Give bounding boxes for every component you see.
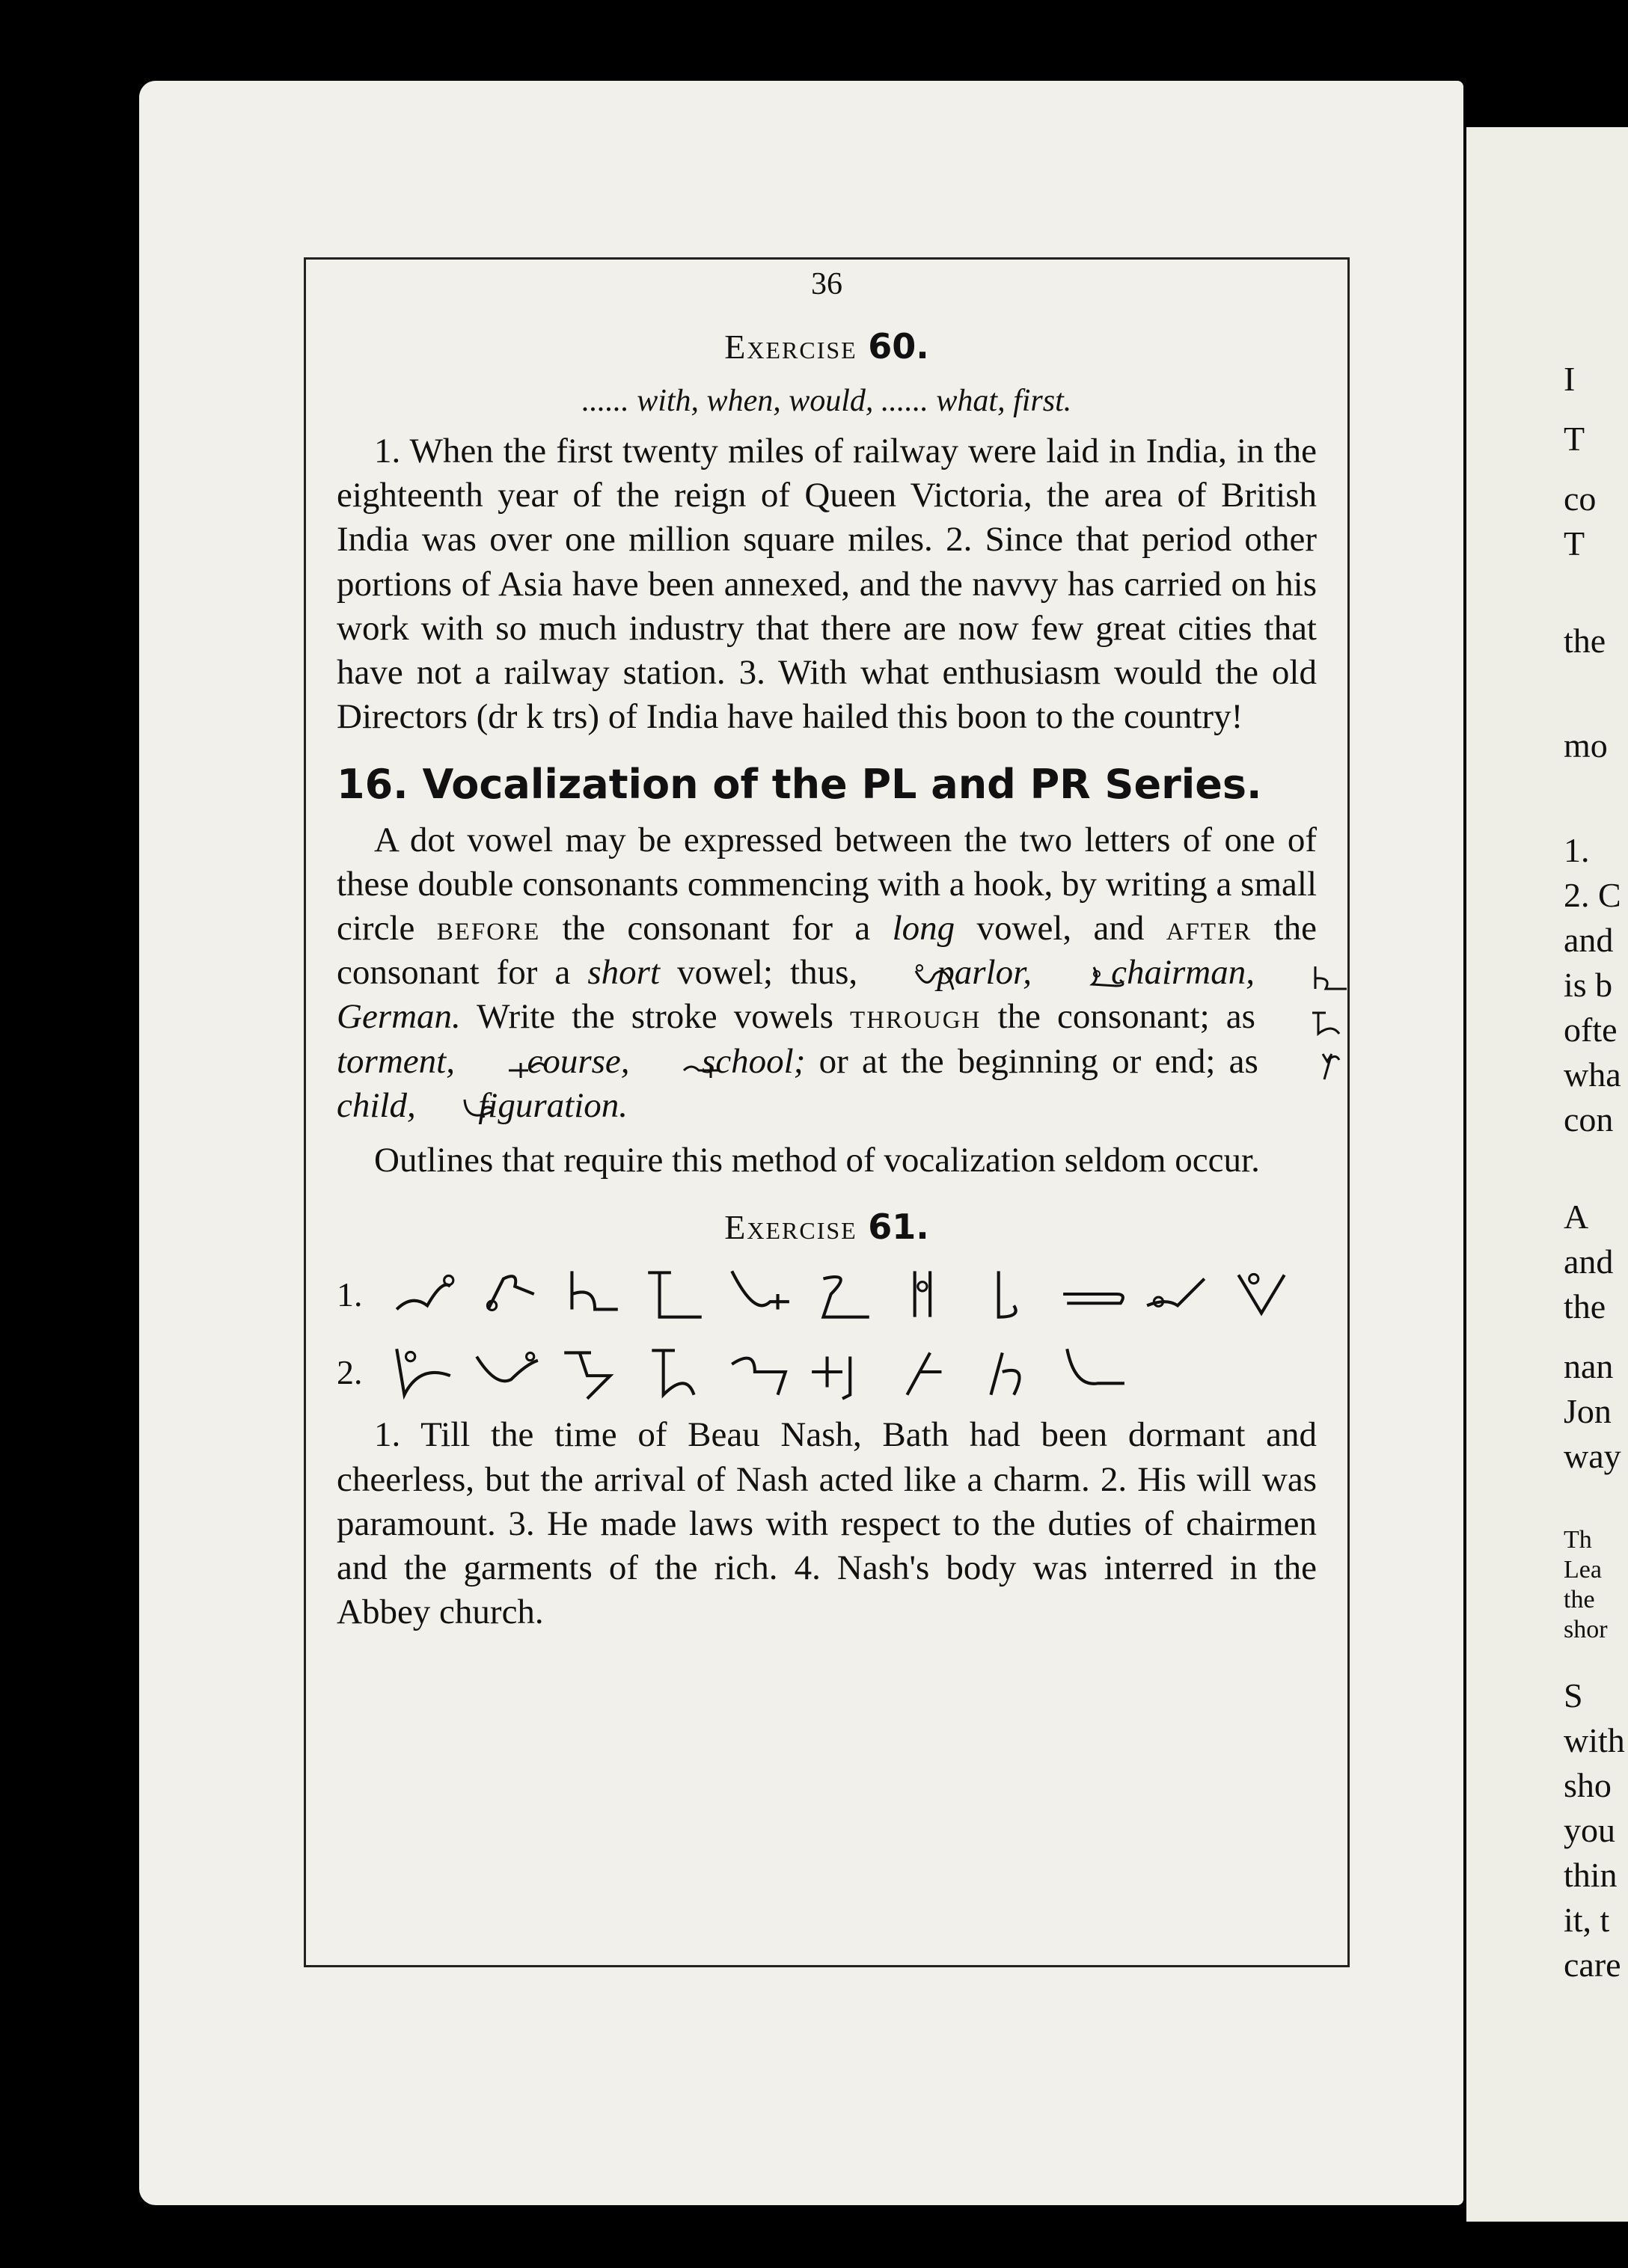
right-page-fragment: A bbox=[1564, 1198, 1589, 1236]
exercise-number: 61. bbox=[868, 1207, 929, 1248]
exercise-number: 60. bbox=[868, 326, 929, 367]
shorthand-outline-icon bbox=[1143, 1263, 1212, 1325]
section-16-paragraph bbox=[337, 818, 1317, 1129]
text-run: vowel, and bbox=[955, 908, 1166, 948]
text-run: A dot vowel may be expressed between the two letters of one of these double consonants commencing with a hook, by writing a small circle bbox=[337, 820, 1317, 948]
shorthand-outline-icon bbox=[640, 1341, 709, 1403]
shorthand-row-1 bbox=[337, 1263, 1317, 1325]
exercise-60-vocab: ...... with, when, would, ...... what, first. bbox=[581, 384, 1072, 418]
shorthand-outline-icon bbox=[724, 1263, 793, 1325]
page-content bbox=[304, 257, 1350, 1967]
shorthand-outline-icon bbox=[808, 1341, 877, 1403]
text-run: the consonant for a bbox=[337, 908, 1317, 993]
right-page-fragment: and bbox=[1564, 921, 1614, 959]
shorthand-row-2 bbox=[337, 1341, 1317, 1403]
shorthand-outline-icon bbox=[389, 1263, 458, 1325]
right-page-fragment: T bbox=[1564, 420, 1585, 458]
right-page-fragment: ofte bbox=[1564, 1011, 1618, 1049]
right-page-fragment: nan bbox=[1564, 1347, 1614, 1385]
right-page-fragment: shor bbox=[1564, 1616, 1608, 1643]
right-page-fragment: mo bbox=[1564, 726, 1608, 764]
exercise-61-text: 1. Till the time of Beau Nash, Bath had been dormant and cheerless, but the arrival of Nash acted like a charm. 2. His will was paramount. 3. He made laws with respect to the duties of chairmen and the garments of the rich. 4. Nash's body was interred in the Abbey church. bbox=[337, 1415, 1317, 1632]
right-page-fragment: the bbox=[1564, 1287, 1606, 1325]
shorthand-outline-icon bbox=[473, 1263, 542, 1325]
shorthand-outline-icon bbox=[1227, 1263, 1296, 1325]
right-page-fragment: con bbox=[1564, 1100, 1614, 1138]
example-word: chairman, bbox=[1111, 953, 1255, 993]
example-word: German. bbox=[337, 997, 461, 1037]
exercise-60-text: 1. When the first twenty miles of railway were laid in India, in the eighteenth year of the reign of Queen Victoria, the area of British India was over one million square miles. 2. Since that period other portions of Asia have been annexed, and the navvy has carried on his work with so much industry that there are now few great cities that have not a railway station. 3. With what enthusiasm would the old Directors (dr k trs) of India have hailed this boon to the country! bbox=[337, 432, 1317, 737]
shorthand-outline-icon bbox=[1059, 1263, 1128, 1325]
row-label: 2. bbox=[337, 1352, 363, 1391]
shorthand-outline-icon bbox=[1272, 1049, 1317, 1079]
example-word: parlor, bbox=[937, 953, 1032, 993]
small-caps-before: before bbox=[436, 908, 541, 948]
example-word: course, bbox=[527, 1041, 630, 1081]
shorthand-outline-icon bbox=[424, 1094, 469, 1124]
example-word: torment, bbox=[337, 1041, 455, 1081]
right-page-fragment: Lea bbox=[1564, 1556, 1602, 1584]
small-caps-through: through bbox=[850, 997, 982, 1037]
text-run: the consonant for a bbox=[540, 908, 893, 948]
right-page-fragment: sho bbox=[1564, 1766, 1612, 1804]
page-number: 36 bbox=[811, 267, 842, 301]
right-page-fragment: co bbox=[1564, 479, 1597, 518]
shorthand-outline-icon bbox=[976, 1263, 1044, 1325]
exercise-60-title bbox=[337, 326, 1317, 367]
right-page-fragment: I bbox=[1564, 360, 1576, 398]
right-page-fragment: and bbox=[1564, 1242, 1614, 1281]
shorthand-outline-icon bbox=[875, 960, 919, 990]
shorthand-glyphs-1 bbox=[389, 1263, 1296, 1325]
shorthand-outline-icon bbox=[976, 1341, 1044, 1403]
section-16-title: 16. Vocalization of the PL and PR Series. bbox=[337, 760, 1262, 808]
shorthand-outline-icon bbox=[892, 1341, 961, 1403]
shorthand-glyphs-2 bbox=[389, 1341, 1128, 1403]
section-16-note: Outlines that require this method of vocalization seldom occur. bbox=[374, 1141, 1260, 1180]
shorthand-outline-icon bbox=[643, 1049, 688, 1079]
right-page-fragment: care bbox=[1564, 1946, 1621, 1984]
right-page-fragment: thin bbox=[1564, 1856, 1618, 1894]
shorthand-outline-icon bbox=[640, 1263, 709, 1325]
right-page-fragment: way bbox=[1564, 1437, 1621, 1475]
shorthand-outline-icon bbox=[468, 1049, 513, 1079]
small-caps-after: after bbox=[1166, 908, 1252, 948]
shorthand-outline-icon bbox=[724, 1341, 793, 1403]
right-page-fragment: 1. bbox=[1564, 831, 1590, 869]
shorthand-outline-icon bbox=[1272, 960, 1317, 990]
right-page-fragment: the bbox=[1564, 622, 1606, 660]
right-page-fragment: Jon bbox=[1564, 1392, 1612, 1430]
shorthand-outline-icon bbox=[1059, 1341, 1128, 1403]
row-label: 1. bbox=[337, 1275, 363, 1314]
text-run: vowel; thus, bbox=[660, 953, 875, 993]
exercise-word: Exercise bbox=[724, 328, 857, 366]
right-page-fragment: Th bbox=[1564, 1526, 1592, 1554]
right-page-fragment: S bbox=[1564, 1676, 1583, 1714]
example-word: figuration. bbox=[478, 1085, 628, 1125]
right-page-fragment: is b bbox=[1564, 966, 1613, 1004]
text-run: the consonant; as bbox=[981, 997, 1273, 1037]
shorthand-outline-icon bbox=[808, 1263, 877, 1325]
text-run: Write the stroke vowels bbox=[477, 997, 851, 1037]
example-word: school; bbox=[702, 1041, 806, 1081]
text-run: or at the beginning or end; as bbox=[818, 1041, 1273, 1081]
right-page-fragment: wha bbox=[1564, 1055, 1621, 1094]
shorthand-outline-icon bbox=[1049, 960, 1094, 990]
right-page-fragment: the bbox=[1564, 1586, 1595, 1613]
example-word: child, bbox=[337, 1085, 416, 1125]
exercise-61-title bbox=[337, 1207, 1317, 1247]
right-page-fragment: it, t bbox=[1564, 1901, 1610, 1939]
shorthand-outline-icon bbox=[473, 1341, 542, 1403]
right-page-fragment: you bbox=[1564, 1811, 1615, 1849]
italic-short: short bbox=[587, 953, 661, 993]
shorthand-outline-icon bbox=[1272, 1005, 1317, 1035]
shorthand-outline-icon bbox=[557, 1341, 625, 1403]
right-page-fragment: 2. C bbox=[1564, 876, 1621, 914]
right-page-fragment: with bbox=[1564, 1721, 1625, 1759]
right-page-fragment: T bbox=[1564, 524, 1585, 563]
shorthand-outline-icon bbox=[389, 1341, 458, 1403]
exercise-word: Exercise bbox=[724, 1208, 857, 1247]
italic-long: long bbox=[892, 908, 955, 948]
shorthand-outline-icon bbox=[557, 1263, 625, 1325]
shorthand-outline-icon bbox=[892, 1263, 961, 1325]
